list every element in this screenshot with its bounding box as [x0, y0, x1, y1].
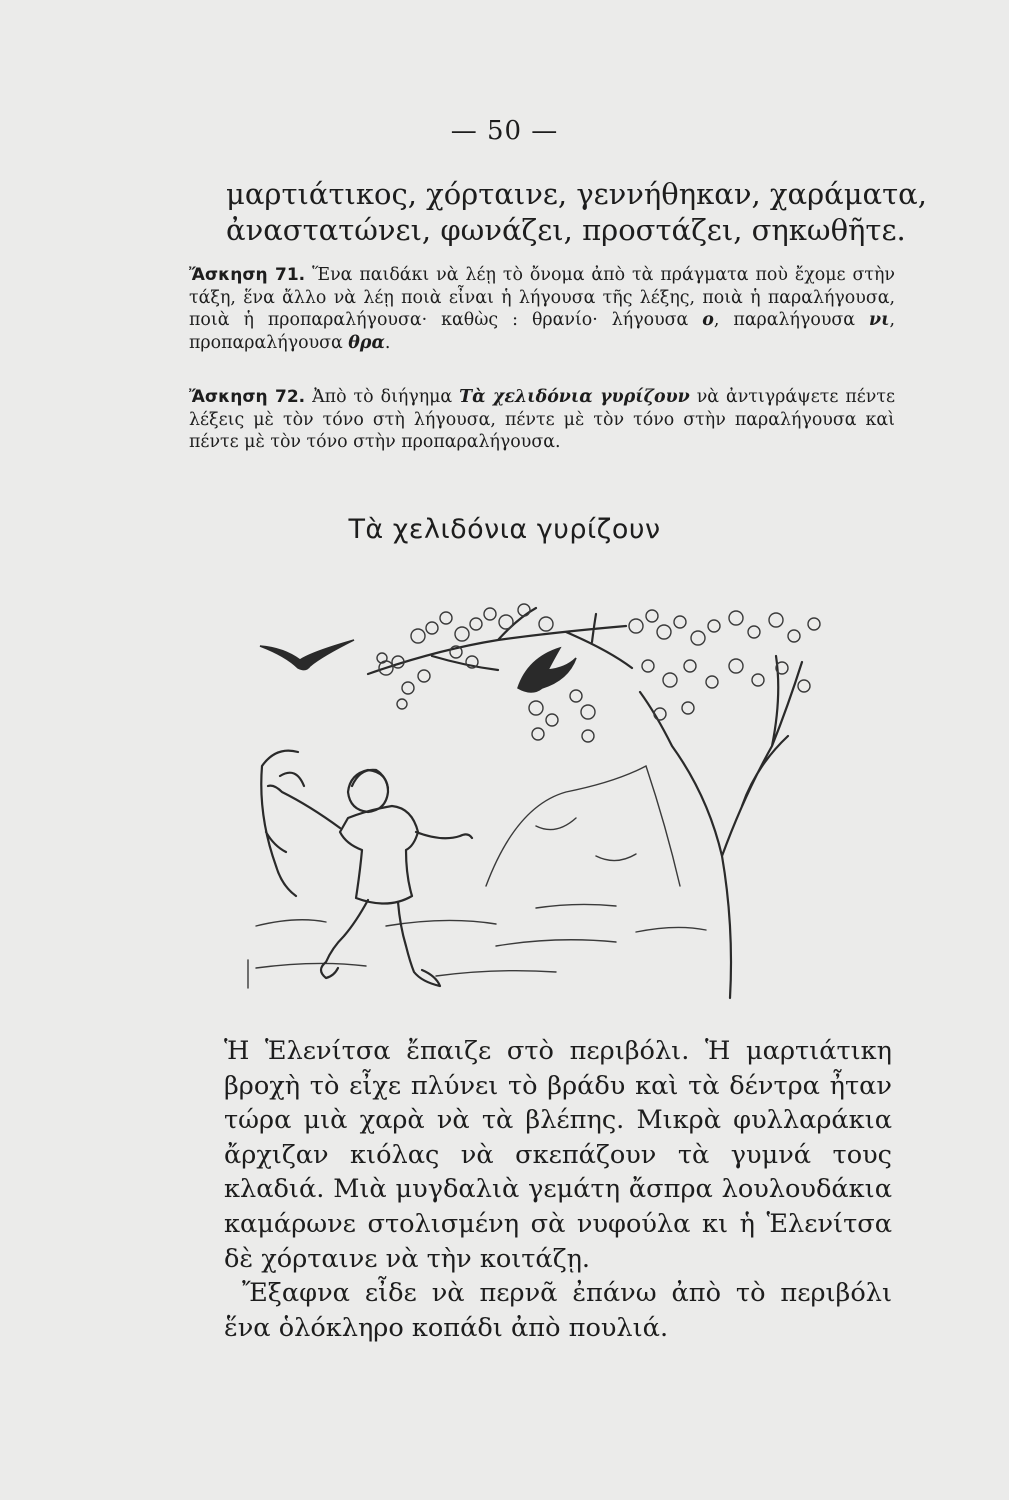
exercise-71-mid2: , προπαραλήγουσα [189, 310, 896, 353]
exercise-71-text: Ἕνα παιδάκι νὰ λέῃ τὸ ὄνομα ἀπὸ τὰ πράγματα ποὺ ἔχομε στὴν τάξη, ἕνα ἄλλο νὰ λέῃ ποιὰ εἶναι ἡ λήγουσα τῆς λέξης, ποιὰ ἡ παραλήγουσα, ποιὰ ἡ προπαραλήγουσα· καθὼς : θρανίο· λήγουσα [189, 265, 895, 331]
exercise-word-list [226, 176, 927, 248]
story-illustration [236, 596, 848, 1002]
flying-bird-left [260, 640, 354, 670]
exercise-72-label: Ἄσκηση 72. [189, 387, 306, 407]
story-body [224, 1034, 892, 1345]
exercise-72-text-a: Ἀπὸ τὸ διήγημα [305, 387, 460, 407]
exercise-71-syllable-thra: θρα [348, 332, 385, 353]
word-list-line-1: μαρτιάτικος, χόρταινε, γεννήθηκαν, χαράματα, [226, 177, 927, 211]
running-girl [268, 770, 472, 986]
exercise-71-end: . [384, 332, 391, 353]
story-title: Τὰ χελιδόνια γυρίζουν [348, 514, 661, 545]
hills [486, 766, 680, 886]
exercise-71-syllable-o: ο [702, 310, 714, 331]
exercise-72 [189, 386, 895, 454]
word-list-line-2: ἀναστατώνει, φωνάζει, προστάζει, σηκωθῆτε. [226, 213, 906, 247]
story-paragraph-1: Ἡ Ἑλενίτσα ἔπαιζε στὸ περιβόλι. Ἡ μαρτιάτικη βροχὴ τὸ εἶχε πλύνει τὸ βράδυ καὶ τὰ δέντρα ἦταν τώρα μιὰ χαρὰ νὰ τὰ βλέπης. Μικρὰ φυλλαράκια ἄρχιζαν κιόλας νὰ σκεπάζουν τὰ γυμνά τους κλαδιά. Μιὰ μυγδαλιὰ γεμάτη ἄσπρα λουλουδάκια καμάρωνε στολισμένη σὰ νυφούλα κι ἡ Ἑλενίτσα δὲ χόρταινε νὰ τὴν κοιτάζῃ. [224, 1036, 892, 1274]
exercise-71-syllable-ni: νι [869, 310, 890, 331]
exercise-72-text-b: νὰ ἀντιγράψετε πέντε λέξεις μὲ τὸν τόνο στὴ λήγουσα, πέντε μὲ τὸν τόνο στὴν παραλήγουσα καὶ πέντε μὲ τὸν τόνο στὴν προπαραλήγουσα. [189, 387, 895, 453]
ground-lines [248, 904, 706, 988]
exercise-71-label: Ἄσκηση 71. [189, 265, 306, 285]
left-bush [261, 751, 304, 896]
exercise-71 [189, 264, 895, 354]
almond-tree-blossoms [629, 610, 820, 720]
page-number: — 50 — [450, 116, 559, 146]
exercise-71-mid: , παραλήγουσα [713, 310, 870, 331]
swallow-bird [518, 648, 576, 692]
exercise-72-title-reference: Τὰ χελιδόνια γυρίζουν [459, 387, 690, 407]
story-paragraph-2: Ἔξαφνα εἶδε νὰ περνᾶ ἐπάνω ἀπὸ τὸ περιβόλι ἕνα ὁλόκληρο κοπάδι ἀπὸ πουλιά. [224, 1278, 892, 1343]
